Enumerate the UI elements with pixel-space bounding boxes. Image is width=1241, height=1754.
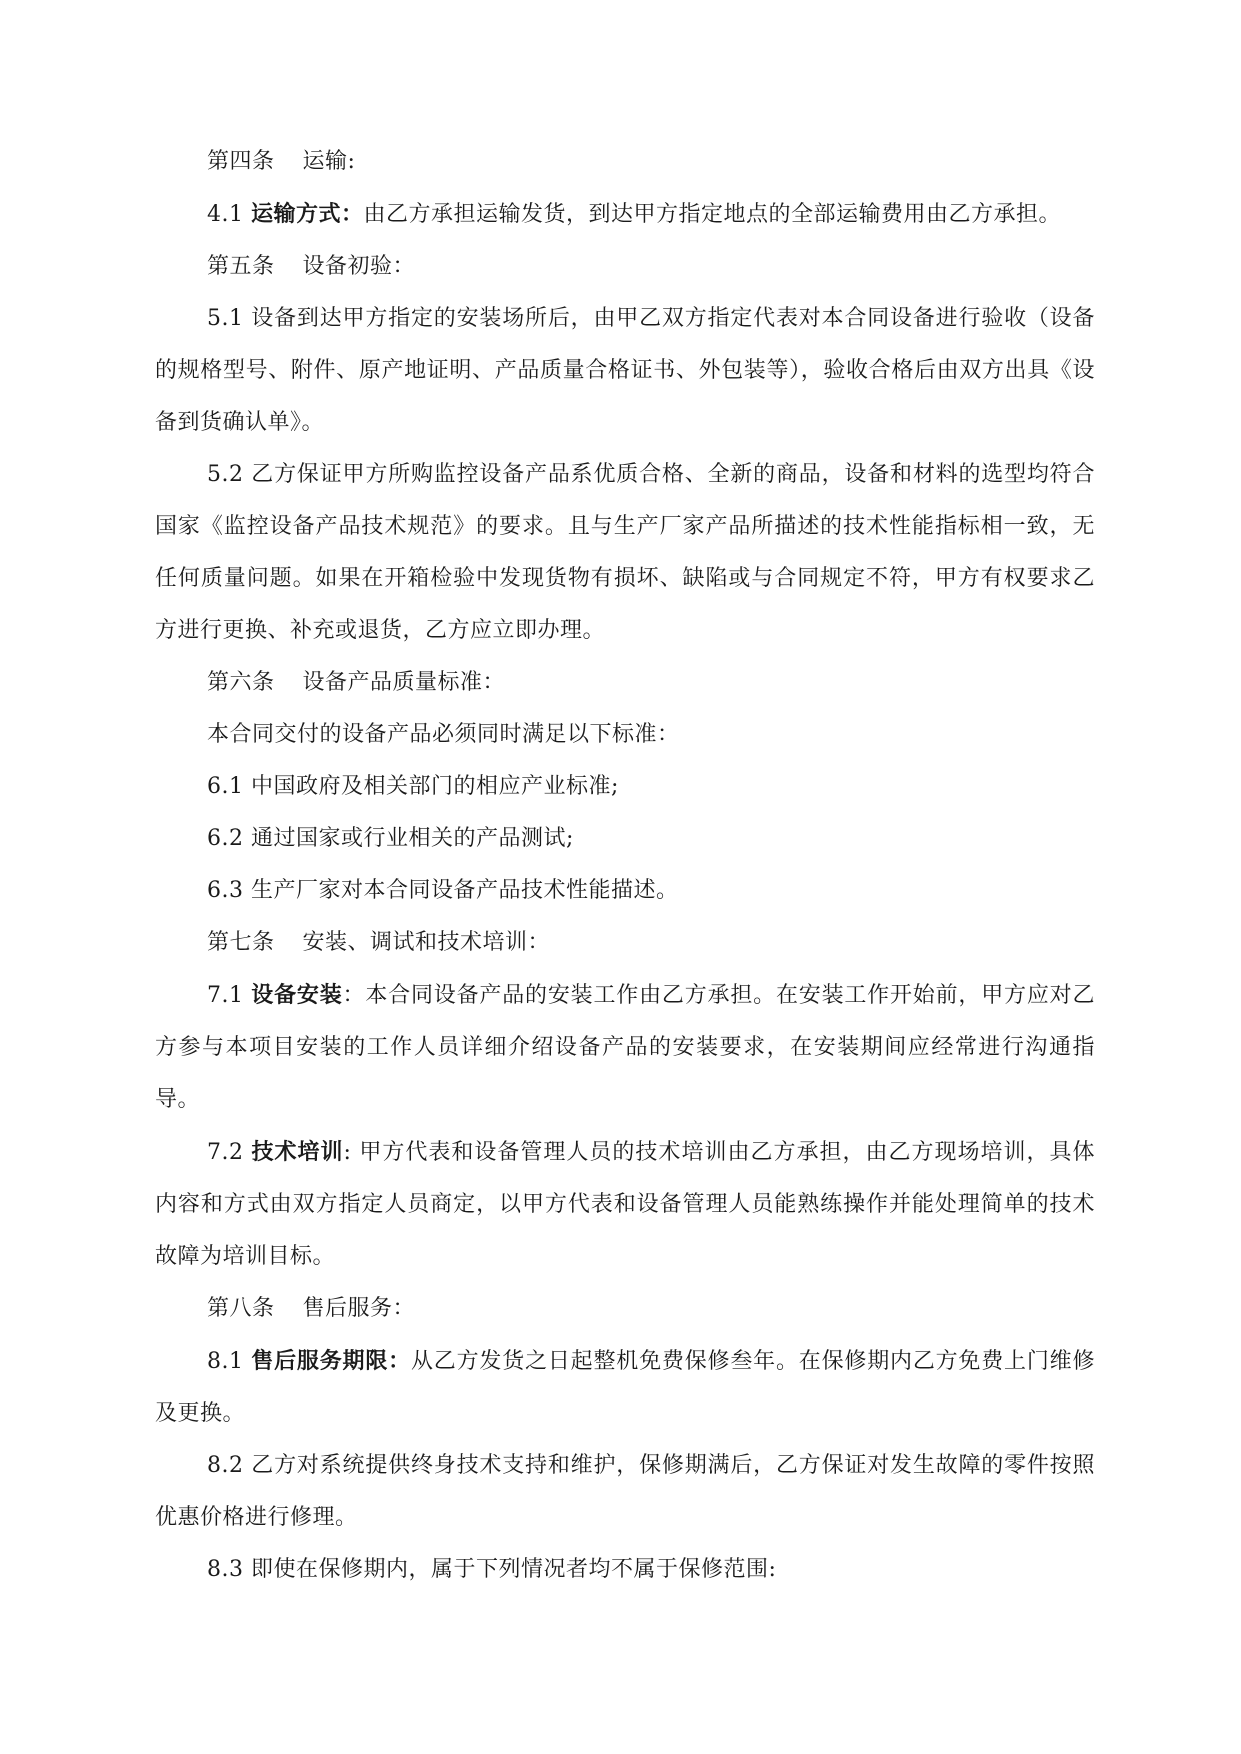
clause-7-1 [155,969,1095,1126]
article-6-number: 第六条 [207,670,275,695]
article-7-heading [155,917,1095,969]
article-8-title: 售后服务： [302,1296,416,1321]
clause-8-2: 8.2 乙方对系统提供终身技术支持和维护，保修期满后，乙方保证对发生故障的零件按照优惠价格进行修理。 [155,1453,1095,1530]
clause-8-1-number: 8.1 [207,1349,252,1374]
clause-7-2-text: : 甲方代表和设备管理人员的技术培训由乙方承担，由乙方现场培训，具体内容和方式由双方指定人员商定，以甲方代表和设备管理人员能熟练操作并能处理简单的技术故障为培训目标。 [155,1140,1095,1269]
clause-7-2-number: 7.2 [207,1140,252,1165]
clause-8-1-term: 售后服务期限： [251,1348,411,1374]
clause-5-1: 5.1 设备到达甲方指定的安装场所后，由甲乙双方指定代表对本合同设备进行验收（设备的规格型号、附件、原产地证明、产品质量合格证书、外包装等），验收合格后由双方出具《设备到货确认单》。 [155,306,1095,435]
article-4-heading [155,136,1095,188]
clause-6-1: 6.1 中国政府及相关部门的相应产业标准; [207,774,619,799]
clause-5-2: 5.2 乙方保证甲方所购监控设备产品系优质合格、全新的商品，设备和材料的选型均符合国家《监控设备产品技术规范》的要求。且与生产厂家产品所描述的技术性能指标相一致，无任何质量问题。如果在开箱检验中发现货物有损坏、缺陷或与合同规定不符，甲方有权要求乙方进行更换、补充或退货，乙方应立即办理。 [155,462,1095,643]
clause-7-1-term: 设备安装 [251,982,343,1008]
article-5-heading [155,241,1095,293]
clause-7-2-term: 技术培训 [251,1139,344,1165]
clause-6-2: 6.2 通过国家或行业相关的产品测试; [207,826,574,851]
article-6-title: 设备产品质量标准： [302,670,506,695]
clause-4-1-number: 4.1 [207,202,251,227]
clause-4-1-text: 由乙方承担运输发货，到达甲方指定地点的全部运输费用由乙方承担。 [363,202,1062,227]
clause-8-1 [155,1335,1095,1440]
article-4-number: 第四条 [207,149,275,174]
article-4-title: 运输: [302,149,356,174]
article-5-number: 第五条 [207,254,275,279]
clause-8-3: 8.3 即使在保修期内，属于下列情况者均不属于保修范围: [207,1557,777,1582]
clause-4-1-term: 运输方式： [250,201,364,227]
article-7-number: 第七条 [207,930,275,955]
article-6-heading [155,657,1095,709]
clause-6-3: 6.3 生产厂家对本合同设备产品技术性能描述。 [207,878,679,903]
article-5-title: 设备初验： [302,254,416,279]
clause-7-1-text: ：本合同设备产品的安装工作由乙方承担。在安装工作开始前，甲方应对乙方参与本项目安装的工作人员详细介绍设备产品的安装要求，在安装期间应经常进行沟通指导。 [155,983,1095,1112]
article-8-number: 第八条 [207,1296,275,1321]
contract-page [155,136,1095,1596]
clause-4-1 [155,188,1095,241]
clause-8-1-text: 从乙方发货之日起整机免费保修叁年。在保修期内乙方免费上门维修及更换。 [155,1349,1095,1426]
article-7-title: 安装、调试和技术培训： [302,930,551,955]
clause-7-2 [155,1126,1095,1283]
article-8-heading [155,1283,1095,1335]
article-6-intro: 本合同交付的设备产品必须同时满足以下标准： [207,722,680,747]
clause-7-1-number: 7.1 [207,983,252,1008]
